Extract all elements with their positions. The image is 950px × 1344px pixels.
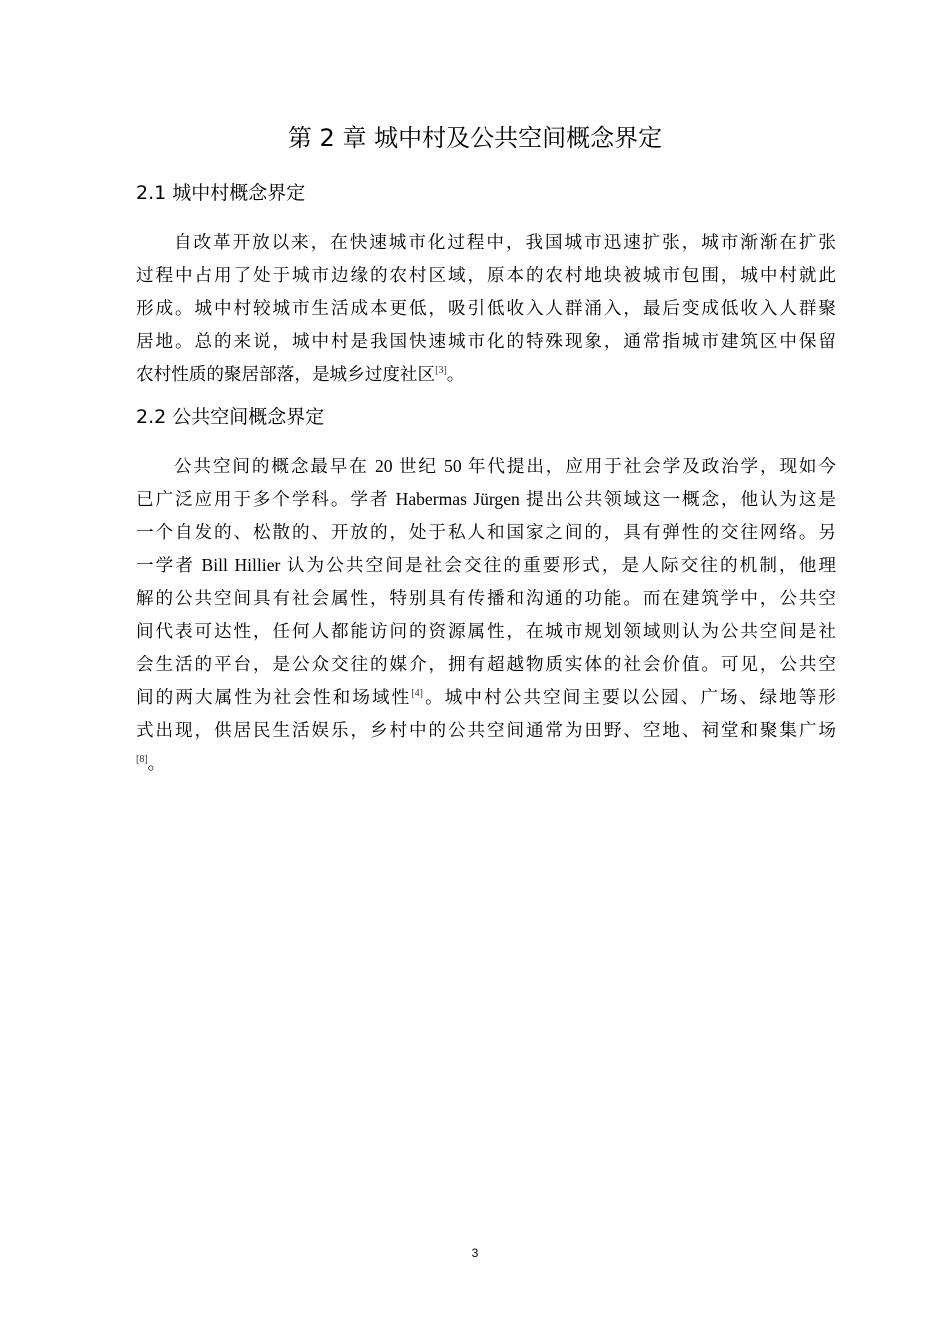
paragraph-urban-village-definition xyxy=(136,226,836,391)
page-number: 3 xyxy=(471,1246,479,1260)
paragraph-line: 间代表可达性，任何人都能访问的资源属性，在城市规划领域则认为公共空间是社 xyxy=(136,621,836,641)
paragraph-line-last xyxy=(136,358,836,391)
citation-ref: [8] xyxy=(136,754,148,765)
paragraph-end-punct: 。 xyxy=(147,753,166,773)
paragraph-line: 解的公共空间具有社会属性，特别具有传播和沟通的功能。而在建筑学中，公共空 xyxy=(136,588,836,608)
paragraph-text: 农村性质的聚居部落，是城乡过度社区 xyxy=(136,364,436,384)
citation-ref: [4] xyxy=(411,688,423,699)
paragraph-line-with-citation xyxy=(136,681,836,714)
paragraph-text: 间的两大属性为社会性和场域性 xyxy=(136,687,412,707)
section-heading-2-2: 2.2 公共空间概念界定 xyxy=(136,406,325,428)
paragraph-public-space-definition xyxy=(136,450,836,780)
chapter-title: 第 2 章 城中村及公共空间概念界定 xyxy=(287,124,663,152)
paragraph-end-punct: 。 xyxy=(446,364,465,384)
paragraph-line: 过程中占用了处于城市边缘的农村区域，原本的农村地块被城市包围，城中村就此 xyxy=(136,265,836,285)
paragraph-text: 。城中村公共空间主要以公园、广场、绿地等形 xyxy=(423,687,836,707)
paragraph-line: 自改革开放以来，在快速城市化过程中，我国城市迅速扩张，城市渐渐在扩张 xyxy=(174,232,836,252)
paragraph-line: 一个自发的、松散的、开放的，处于私人和国家之间的，具有弹性的交往网络。另 xyxy=(136,522,836,542)
paragraph-line: 居地。总的来说，城中村是我国快速城市化的特殊现象，通常指城市建筑区中保留 xyxy=(136,331,836,351)
paragraph-line: 公共空间的概念最早在 20 世纪 50 年代提出，应用于社会学及政治学，现如今 xyxy=(174,456,836,476)
paragraph-line-last xyxy=(136,747,836,780)
paragraph-line: 已广泛应用于多个学科。学者 Habermas Jürgen 提出公共领域这一概念，他认为这是 xyxy=(136,489,836,509)
paragraph-line: 式出现，供居民生活娱乐，乡村中的公共空间通常为田野、空地、祠堂和聚集广场 xyxy=(136,720,836,740)
paragraph-line: 形成。城中村较城市生活成本更低，吸引低收入人群涌入，最后变成低收入人群聚 xyxy=(136,298,836,318)
section-heading-2-1: 2.1 城中村概念界定 xyxy=(136,182,306,204)
citation-ref: [3] xyxy=(435,365,447,376)
paragraph-line: 会生活的平台，是公众交往的媒介，拥有超越物质实体的社会价值。可见，公共空 xyxy=(136,654,836,674)
paragraph-line: 一学者 Bill Hillier 认为公共空间是社会交往的重要形式，是人际交往的机制，他理 xyxy=(136,555,836,575)
